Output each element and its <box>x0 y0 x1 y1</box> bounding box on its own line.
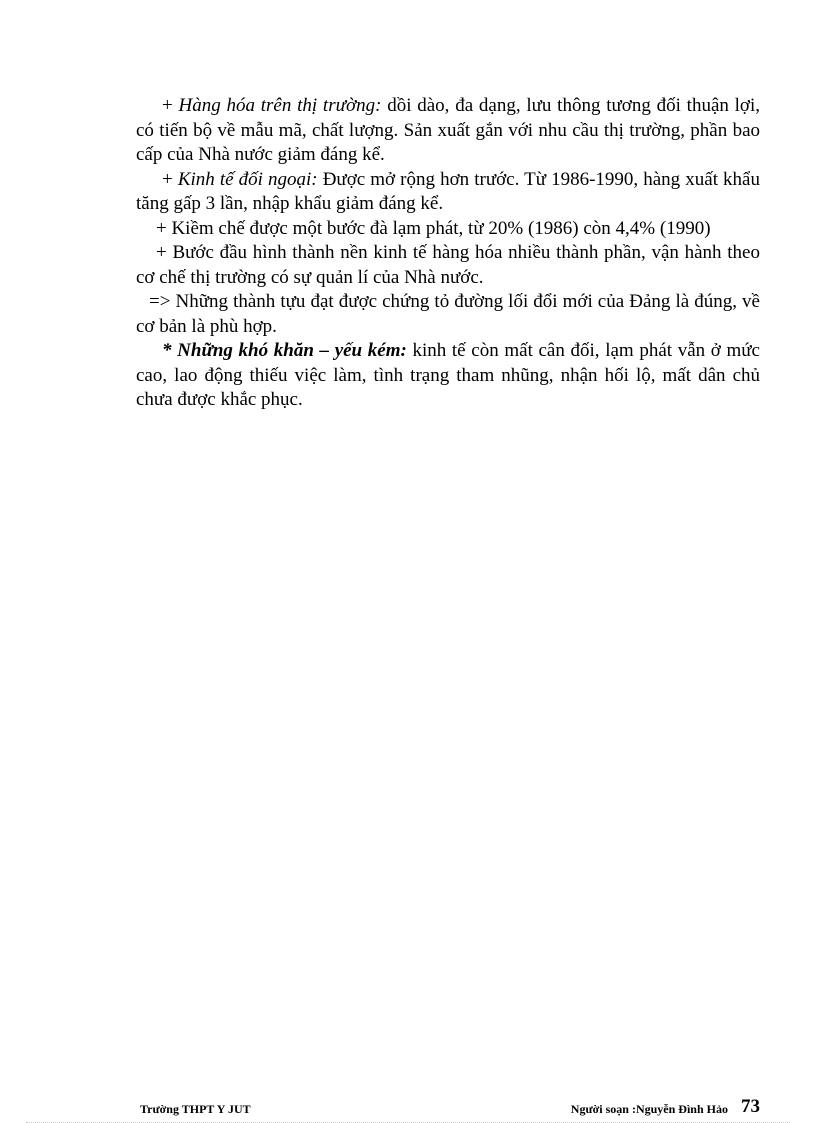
paragraph-label: Kinh tế đối ngoại: <box>177 168 318 190</box>
page-content <box>136 94 760 413</box>
paragraph-conclusion <box>136 290 760 339</box>
paragraph-label: * Những khó khăn – yếu kém: <box>162 340 407 361</box>
footer-school: Trường THPT Y JUT <box>140 1102 251 1116</box>
page-number: 73 <box>741 1096 760 1117</box>
paragraph-text: kinh tế còn mất cân đối, lạm phát vẫn ở mức cao, lao động thiếu việc làm, tình trạng tham nhũng, nhận hối lộ, mất dân chủ chưa được khắc phục. <box>136 340 760 410</box>
bullet-prefix: + <box>162 95 179 116</box>
paragraph-difficulties <box>136 339 760 413</box>
page-footer <box>136 1097 760 1121</box>
paragraph-foreign-economy <box>136 168 760 217</box>
footer-author: Người soạn :Nguyễn Đình Hảo <box>570 1102 728 1116</box>
paragraph-text: => Những thành tựu đạt được chứng tỏ đường lối đổi mới của Đảng là đúng, về cơ bản là phù hợp. <box>136 291 760 337</box>
paragraph-text: dồi dào, đa dạng, lưu thông tương đối thuận lợi, có tiến bộ về mẫu mã, chất lượng. Sản xuất gắn với nhu cầu thị trường, phần bao cấp của Nhà nước giảm đáng kể. <box>136 95 760 165</box>
paragraph-market-goods <box>136 94 760 168</box>
paragraph-text: + Bước đầu hình thành nền kinh tế hàng hóa nhiều thành phần, vận hành theo cơ chế thị trường có sự quản lí của Nhà nước. <box>136 242 760 288</box>
paragraph-text: Được mở rộng hơn trước. Từ 1986-1990, hàng xuất khẩu tăng gấp 3 lần, nhập khẩu giảm đáng kể. <box>136 168 760 214</box>
paragraph-market-economy <box>136 241 760 290</box>
bullet-prefix: + <box>162 168 178 190</box>
paragraph-text: + Kiềm chế được một bước đà lạm phát, từ 20% (1986) còn 4,4% (1990) <box>156 217 711 239</box>
paragraph-label: Hàng hóa trên thị trường: <box>178 95 382 116</box>
paragraph-inflation <box>136 217 760 242</box>
